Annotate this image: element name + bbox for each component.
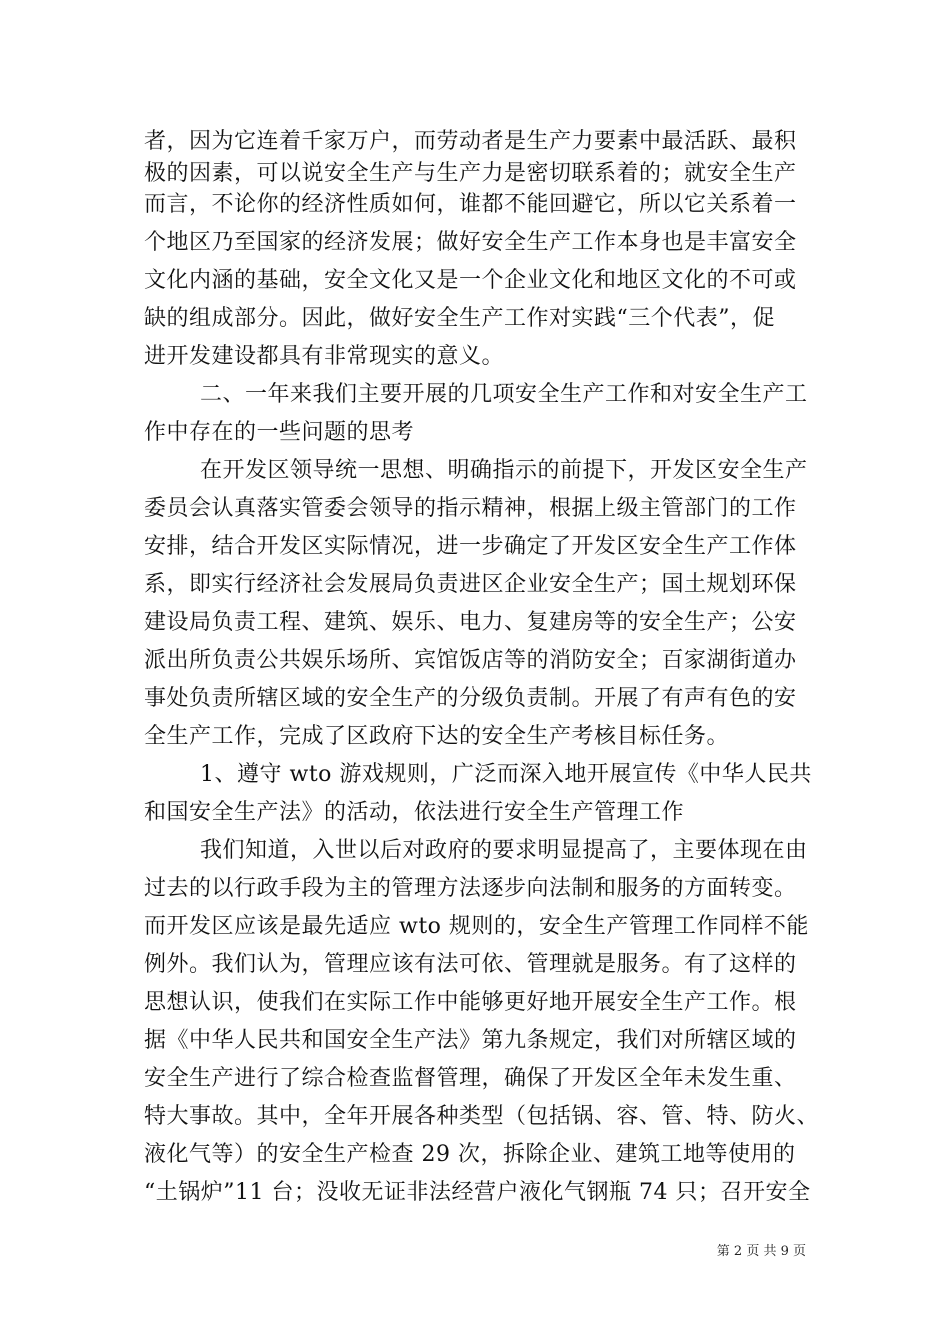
body-text-line: 思想认识，使我们在实际工作中能够更好地开展安全生产工作。根 — [144, 990, 797, 1015]
body-text-line: 极的因素，可以说安全生产与生产力是密切联系着的；就安全生产 — [144, 161, 797, 186]
subheading-line: 和国安全生产法》的活动，依法进行安全生产管理工作 — [144, 800, 685, 825]
body-text-line: 安排，结合开发区实际情况，进一步确定了开发区安全生产工作体 — [144, 534, 797, 559]
body-text-line: 文化内涵的基础，安全文化又是一个企业文化和地区文化的不可或 — [144, 268, 797, 293]
body-text-line: 缺的组成部分。因此，做好安全生产工作对实践“三个代表”，促 — [144, 306, 775, 331]
body-text-line: 而言，不论你的经济性质如何，谁都不能回避它，所以它关系着一 — [144, 192, 797, 217]
body-text-line: 委员会认真落实管委会领导的指示精神，根据上级主管部门的工作 — [144, 496, 797, 521]
body-text-line: 者，因为它连着千家万户，而劳动者是生产力要素中最活跃、最积 — [144, 129, 797, 154]
body-text-line: 安全生产进行了综合检查监督管理，确保了开发区全年未发生重、 — [144, 1066, 797, 1091]
body-text-line: 建设局负责工程、建筑、娱乐、电力、复建房等的安全生产；公安 — [144, 610, 797, 635]
section-heading-line: 作中存在的一些问题的思考 — [144, 420, 415, 445]
body-text-line: 过去的以行政手段为主的管理方法逐步向法制和服务的方面转变。 — [144, 876, 797, 901]
body-text-line: 派出所负责公共娱乐场所、宾馆饭店等的消防安全；百家湖街道办 — [144, 648, 797, 673]
body-text-line: 全生产工作，完成了区政府下达的安全生产考核目标任务。 — [144, 724, 730, 749]
body-text-line: 液化气等）的安全生产检查 29 次，拆除企业、建筑工地等使用的 — [144, 1142, 796, 1167]
body-text-line: 在开发区领导统一思想、明确指示的前提下，开发区安全生产 — [200, 458, 808, 483]
body-text-line: 据《中华人民共和国安全生产法》第九条规定，我们对所辖区域的 — [144, 1028, 797, 1053]
body-text-line: 特大事故。其中，全年开展各种类型（包括锅、容、管、特、防火、 — [144, 1104, 820, 1129]
body-text-line: 而开发区应该是最先适应 wto 规则的，安全生产管理工作同样不能 — [144, 914, 809, 939]
subheading-line: 1、遵守 wto 游戏规则，广泛而深入地开展宣传《中华人民共 — [200, 762, 812, 787]
body-text-line: 个地区乃至国家的经济发展；做好安全生产工作本身也是丰富安全 — [144, 230, 797, 255]
body-text-line: “土锅炉”11 台；没收无证非法经营户液化气钢瓶 74 只；召开安全 — [144, 1180, 811, 1205]
page-number-footer: 第 2 页 共 9 页 — [716, 1244, 806, 1259]
body-text-line: 事处负责所辖区域的安全生产的分级负责制。开展了有声有色的安 — [144, 686, 797, 711]
section-heading-line: 二、一年来我们主要开展的几项安全生产工作和对安全生产工 — [200, 382, 808, 407]
body-text-line: 系，即实行经济社会发展局负责进区企业安全生产；国土规划环保 — [144, 572, 797, 597]
body-text-line: 例外。我们认为，管理应该有法可依、管理就是服务。有了这样的 — [144, 952, 797, 977]
body-text-line: 我们知道，入世以后对政府的要求明显提高了，主要体现在由 — [200, 838, 808, 863]
body-text-line: 进开发建设都具有非常现实的意义。 — [144, 344, 505, 369]
